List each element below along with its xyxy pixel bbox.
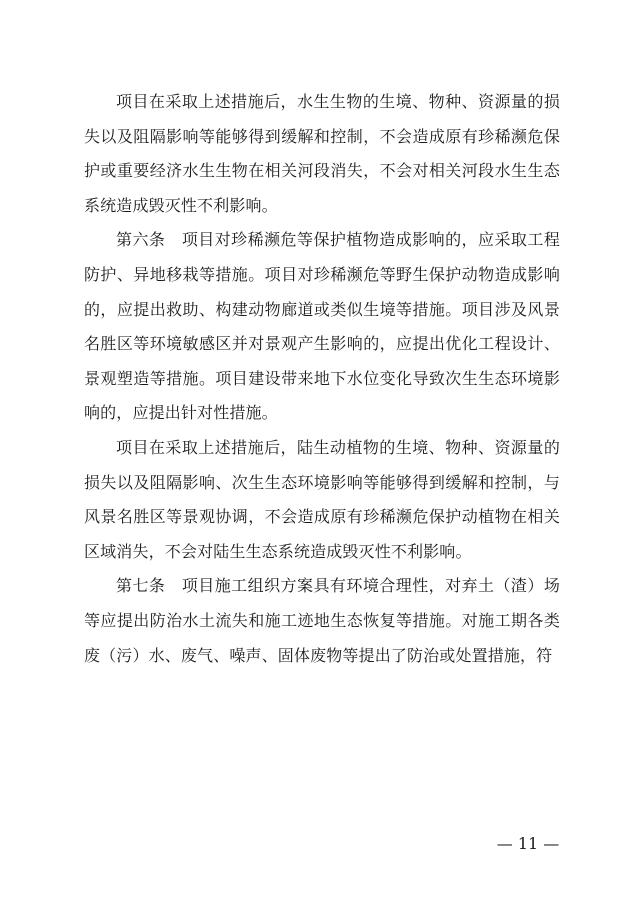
paragraph-article-7: 第七条 项目施工组织方案具有环境合理性，对弃土（渣）场等应提出防治水土流失和施工迹地生态恢复等措施。对施工期各类废（污）水、废气、噪声、固体废物等提出了防治或处置措施，符 (84, 576, 560, 665)
page-number: — 11 — (496, 834, 560, 853)
paragraph-terrestrial-mitigation: 项目在采取上述措施后，陆生动植物的生境、物种、资源量的损失以及阻隔影响、次生生态环境影响等能够得到缓解和控制，与风景名胜区等景观协调，不会造成原有珍稀濒危保护动植物在相关区域消失，不会对陆生生态系统造成毁灭性不利影响。 (84, 437, 560, 561)
paragraph-article-6: 第六条 项目对珍稀濒危等保护植物造成影响的，应采取工程防护、异地移栽等措施。项目对珍稀濒危等野生保护动物造成影响的，应提出救助、构建动物廊道或类似生境等措施。项目涉及风景名胜区等环境敏感区并对景观产生影响的，应提出优化工程设计、景观塑造等措施。项目建设带来地下水位变化导致次生生态环境影响的，应提出针对性措施。 (84, 230, 560, 423)
document-body (84, 85, 560, 673)
paragraph-aquatic-mitigation: 项目在采取上述措施后，水生生物的生境、物种、资源量的损失以及阻隔影响等能够得到缓解和控制，不会造成原有珍稀濒危保护或重要经济水生生物在相关河段消失，不会对相关河段水生生态系统造成毁灭性不利影响。 (84, 92, 560, 215)
